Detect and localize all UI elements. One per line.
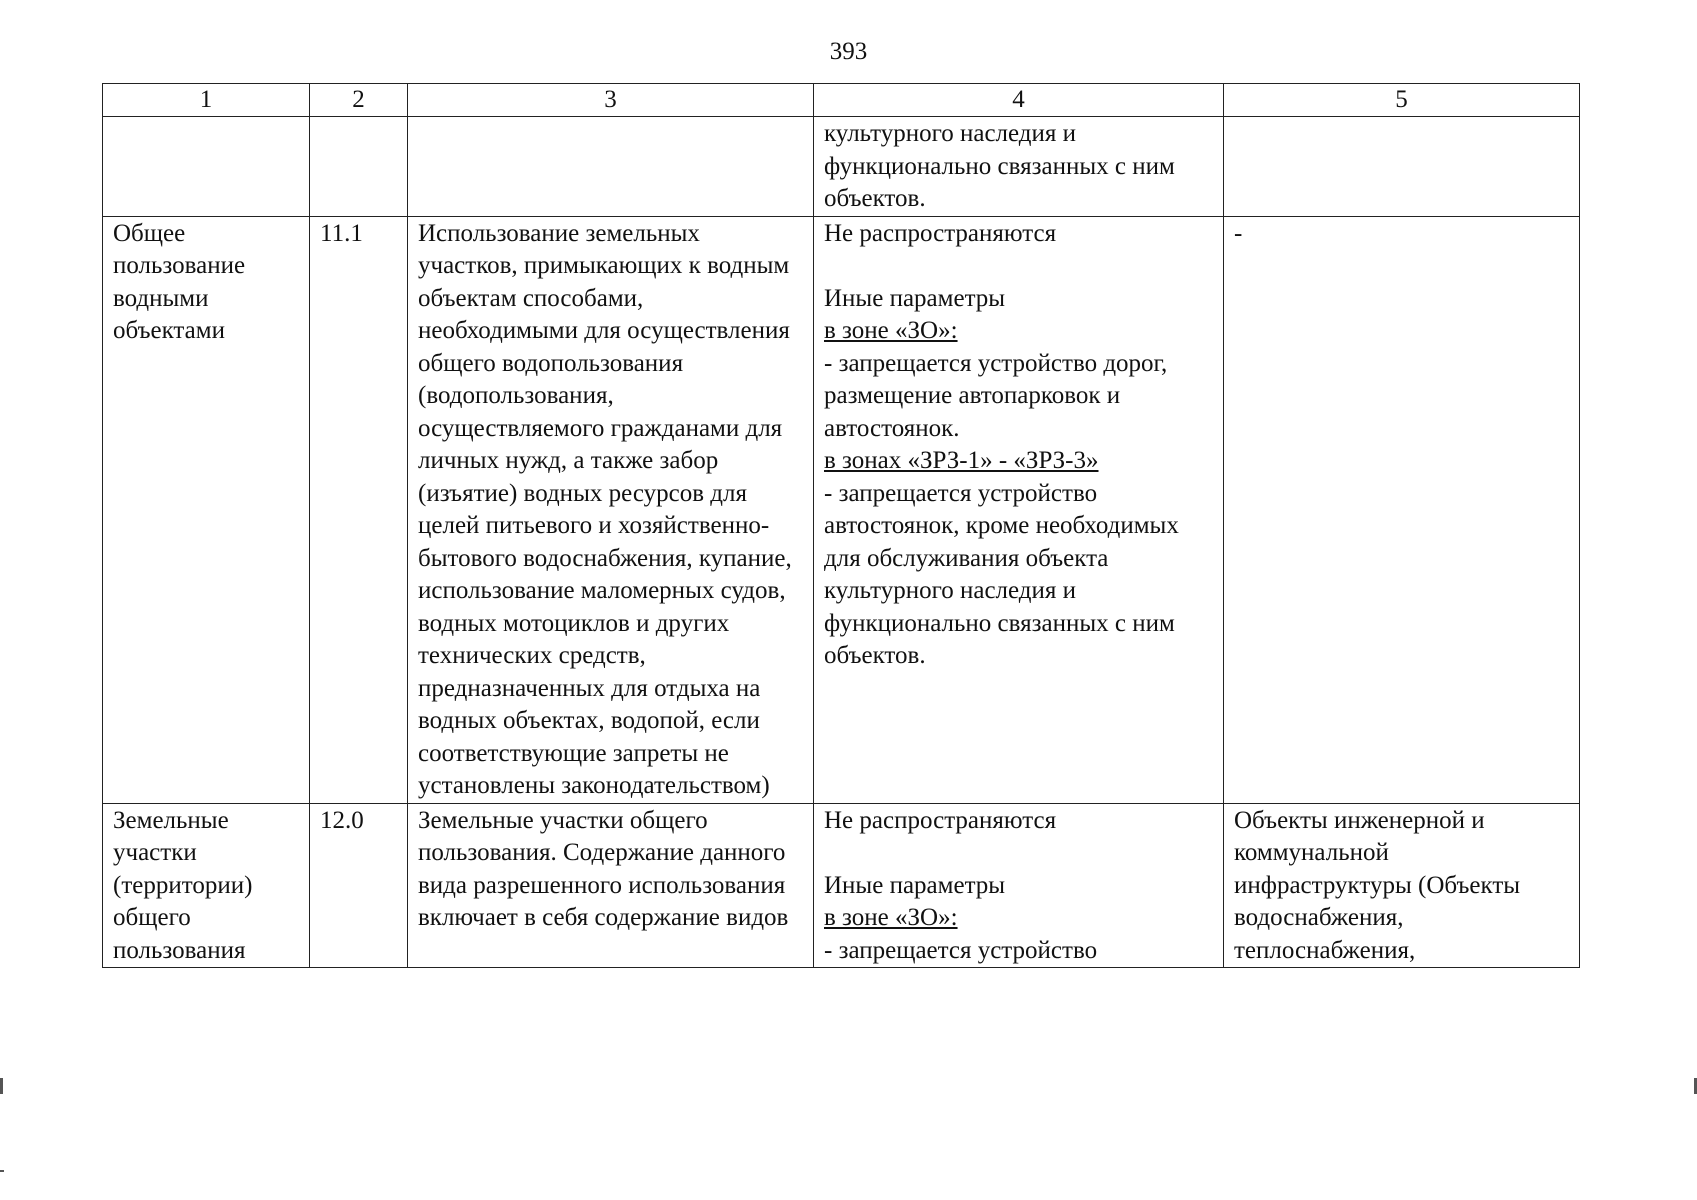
blank-line: [824, 250, 1213, 283]
land-use-code-text: 12.0: [320, 806, 364, 834]
land-use-table: [102, 83, 1580, 968]
table-row-12-0: [103, 803, 1580, 967]
land-use-name: [103, 803, 310, 967]
continuation-col-2: [310, 117, 408, 217]
continuation-col-5: [1224, 117, 1580, 217]
params-other: Иные параметры: [824, 871, 1006, 899]
scan-mark-left: [0, 1078, 3, 1094]
table-row-continuation: [103, 117, 1580, 217]
land-use-name: Общее пользование водными объектами: [103, 216, 310, 803]
continuation-col-3: [408, 117, 814, 217]
related-objects: -: [1224, 216, 1580, 803]
land-use-description: [408, 803, 814, 967]
params-main: Не распространяются: [824, 806, 1057, 834]
header-col-1: 1: [103, 84, 310, 117]
params-other: Иные параметры: [824, 284, 1006, 312]
land-use-parameters-clip: [824, 805, 1213, 965]
zone-zo-label: в зоне «ЗО»:: [824, 317, 958, 344]
related-objects: [1224, 803, 1580, 967]
params-main: Не распространяются: [824, 219, 1057, 247]
header-col-4: 4: [814, 84, 1224, 117]
header-col-2: 2: [310, 84, 408, 117]
land-use-code: [310, 803, 408, 967]
land-use-description-text: Земельные участки общего пользования. Содержание данного вида разрешенного использования включает в себя содержание видов: [418, 806, 789, 931]
zone-zrz-label: в зонах «ЗРЗ-1» - «ЗРЗ-3»: [824, 447, 1099, 474]
page-number: 393: [829, 38, 868, 65]
zone-zo-text: - запрещается устройство: [824, 936, 1098, 964]
land-use-code: 11.1: [310, 216, 408, 803]
zone-zrz-text: - запрещается устройство автостоянок, кроме необходимых для обслуживания объекта культурного наследия и функционально связанных с ним объектов.: [824, 479, 1179, 669]
header-col-5: 5: [1224, 84, 1580, 117]
zone-zo-text: - запрещается устройство дорог, размещение автопарковок и автостоянок.: [824, 349, 1168, 442]
land-use-parameters: [814, 803, 1224, 967]
land-use-description: Использование земельных участков, примыкающих к водным объектам способами, необходимыми для осуществления общего водопользования (водопользования, осуществляемого гражданами для личных нужд, а также забор (изъятие) водных ресурсов для целей питьевого и хозяйственно-бытового водоснабжения, купание, использование маломерных судов, водных мотоциклов и других технических средств, предназначенных для отдыха на водных объектах, водопой, если соответствующие запреты не установлены законодательством): [408, 216, 814, 803]
table-row-11-1: [103, 216, 1580, 803]
scan-mark-left-2: [0, 1170, 4, 1172]
blank-line: [824, 837, 1213, 870]
header-row: [103, 84, 1580, 117]
related-objects-text: Объекты инженерной и коммунальной инфраструктуры (Объекты водоснабжения, теплоснабжения,: [1234, 806, 1521, 964]
land-use-parameters: [814, 216, 1224, 803]
land-use-name-text: Земельные участки (территории) общего пользования: [113, 806, 253, 964]
continuation-col-1: [103, 117, 310, 217]
continuation-col-4: культурного наследия и функционально связанных с ним объектов.: [814, 117, 1224, 217]
header-col-3: 3: [408, 84, 814, 117]
zone-zo-label: в зоне «ЗО»:: [824, 904, 958, 931]
